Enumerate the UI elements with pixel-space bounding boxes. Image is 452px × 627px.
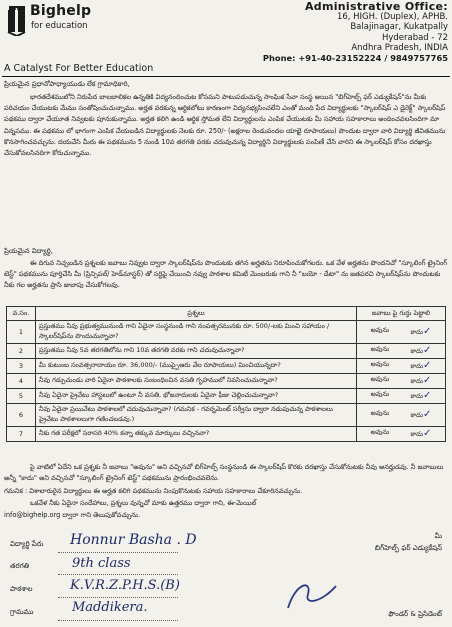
- bighelp-logo-icon: [6, 6, 28, 36]
- answer-no[interactable]: కాదు✓: [410, 390, 432, 401]
- closing-paragraph: పై వాటిలో ఏదేని ఒక ప్రశ్నకు నీ జవాబు "అవును" అని వచ్చినచో బిగ్‌హెల్ప్ సంస్థనుండి ఈ స్కాలర్‌షిప్ కొరకు దరఖాస్తు చేసుకోనుటకు నీవు అనర్హుడవు. నీ జవాబులు అన్నీ "కాదు" అని వచ్చినచో "స్కూలింగ్ ట్రైనింగ్ టెస్ట్" పథకమును ప్రారంభించవలెను.: [4, 463, 444, 483]
- sign-title: ఫౌండర్ & ప్రెసిడెంట్: [388, 610, 442, 618]
- address-line: Balajinagar, Kukatpally: [350, 22, 448, 33]
- address-line: 16, HIGH. (Duplex), APHB.: [336, 12, 448, 23]
- sign-org: బిగ్‌హెల్ప్ ఫర్ ఎడ్యుకేషన్: [374, 544, 442, 552]
- table-row: 7 నీకు గత పరీక్షలో సరాసరి 40% కన్నా తక్కువ మార్కులు వచ్చినవా? అవును కాదు✓: [7, 427, 446, 442]
- village-value[interactable]: Maddikera.: [72, 600, 148, 615]
- student-name-line: [58, 552, 178, 553]
- label-school: పాఠశాల: [10, 585, 33, 593]
- checkmark-icon: ✓: [422, 360, 432, 371]
- answer-yes[interactable]: అవును: [370, 390, 390, 398]
- note-paragraph: గమనిక : విశాలారురైన విద్యార్థులు ఈ అర్హత కలిగి పథకమును నింపుకొనుటకు సహాయ సహకారాలు చేకూరినవచ్చును.: [4, 487, 303, 495]
- question-text: నీకు గత పరీక్షలో సరాసరి 40% కన్నా తక్కువ మార్కులు వచ్చినవా?: [36, 427, 357, 442]
- salutation-student: ప్రియమైన విద్యార్థి,: [4, 247, 53, 255]
- contact-paragraph: ఒకవేళ నీకు ఏదైనా సందేహాలు, ప్రశ్నలు వున్నచో మాకు ఉత్తరము ద్వారా గాని, ఈ-మెయిల్: [30, 499, 257, 507]
- answer-no[interactable]: కాదు✓: [410, 428, 432, 439]
- table-row: 6 నీవు ఏదైనా ప్రయివేటు పాఠశాలలో చదువుచున్నావా? (గమనిక - గవర్నమెంట్ సర్వీసు ద్వారా నడుపుచున్న పాఠశాలలు ప్రైవేటు పాఠశాలలుగా గణించబడవు.) అవును కాదు✓: [7, 404, 446, 427]
- address-line: Andhra Pradesh, INDIA: [351, 42, 448, 53]
- answer-no[interactable]: కాదు✓: [410, 360, 432, 371]
- table-row: 5 నీవు ఏదైనా ప్రైవేటు హాస్టలులో ఉంటూ నీ వసతి, భోజనాదులకు ఏదైనా ఫీజు చెల్లించుచున్నావా? అవును కాదు✓: [7, 389, 446, 404]
- table-row: 1 ప్రస్తుతము నీవు ప్రభుత్వమునుండి గాని ఏదైనా సంస్థనుండి గాని నంపత్సరమునకు రూ. 500/-లకు మించి సహాయం / స్కాలర్‌షిప్‌ను పొందుచున్నావా? అవును కాదు✓: [7, 321, 446, 344]
- question-text: నీవు ఏదైనా ప్రయివేటు పాఠశాలలో చదువుచున్నావా? (గమనిక - గవర్నమెంట్ సర్వీసు ద్వారా నడుపుచున్న పాఠశాలలు ప్రైవేటు పాఠశాలలుగా గణించబడవు.): [36, 404, 357, 427]
- answer-yes[interactable]: అవును: [370, 375, 390, 383]
- answer-yes[interactable]: అవును: [370, 428, 390, 436]
- student-name-value[interactable]: Honnur Basha . D: [70, 532, 197, 548]
- col-header-questions: ప్రశ్నలు: [36, 307, 357, 321]
- eligibility-table: [6, 306, 446, 442]
- village-line: [58, 620, 178, 621]
- question-text: ప్రస్తుతము నీవు ప్రభుత్వమునుండి గాని ఏదైనా సంస్థనుండి గాని నంపత్సరమునకు రూ. 500/-లకు మించి సహాయం / స్కాలర్‌షిప్‌ను పొందుచున్నావా?: [36, 321, 357, 344]
- label-class: తరగతి: [10, 562, 30, 570]
- tagline: A Catalyst For Better Education: [4, 63, 154, 74]
- office-title: Administrative Office:: [304, 0, 448, 13]
- answer-no[interactable]: కాదు✓: [410, 326, 432, 337]
- sign-line1: మీ: [434, 532, 442, 540]
- question-text: మీ కుటుంబ సంవత్సరాదాయం రూ. 36,000/- (ముప్పైఆరు వేల రూపాయలు) మించియున్నదా?: [36, 359, 357, 374]
- checkmark-icon: ✓: [422, 428, 432, 439]
- salutation-headmaster: ప్రియమైన ప్రధానోపాధ్యాయుడు లేక గ్రామాధికారి,: [4, 80, 130, 88]
- checkmark-icon: ✓: [422, 409, 432, 420]
- email-line: info@bighelp.org ద్వారా గాని తెలుపుకోవచ్చును.: [4, 511, 141, 519]
- table-row: 2 ప్రస్తుతము నీవు 5వ తరగతిలోను గాని 10వ తరగతి వరకు గాని చదువుచున్నావా? అవును కాదు✓: [7, 344, 446, 359]
- answer-yes[interactable]: అవును: [370, 360, 390, 368]
- signature-icon: [282, 578, 342, 614]
- answer-yes[interactable]: అవును: [370, 345, 390, 353]
- office-address-block: [228, 2, 448, 63]
- label-student-name: విద్యార్థి పేరు: [10, 540, 44, 548]
- table-header-row: [7, 307, 446, 321]
- table-row: 3 మీ కుటుంబ సంవత్సరాదాయం రూ. 36,000/- (ముప్పైఆరు వేల రూపాయలు) మించియున్నదా? అవును కాదు✓: [7, 359, 446, 374]
- school-line: [58, 597, 178, 598]
- header-divider: [2, 76, 450, 77]
- checkmark-icon: ✓: [422, 390, 432, 401]
- answer-yes[interactable]: అవును: [370, 326, 390, 334]
- checkmark-icon: ✓: [422, 345, 432, 356]
- checkmark-icon: ✓: [422, 326, 432, 337]
- brand-subtitle: for education: [31, 21, 88, 31]
- question-text: నీవు ఏదైనా ప్రైవేటు హాస్టలులో ఉంటూ నీ వసతి, భోజనాదులకు ఏదైనా ఫీజు చెల్లించుచున్నావా?: [36, 389, 357, 404]
- answer-no[interactable]: కాదు✓: [410, 375, 432, 386]
- table-row: 4 నీవు గడ్పుచుండు వారి ఏదైనా పాఠశాలకు సంబంధించిన వసతి గృహములో నివసించుచున్నావా? అవును కాదు✓: [7, 374, 446, 389]
- checkmark-icon: ✓: [422, 375, 432, 386]
- col-header-serial: వ.సం.: [7, 307, 36, 321]
- answer-no[interactable]: కాదు✓: [410, 409, 432, 420]
- label-village: గ్రామము: [10, 608, 34, 616]
- class-line: [58, 574, 178, 575]
- school-value[interactable]: K.V.R.Z.P.H.S.(B): [70, 578, 180, 593]
- question-text: నీవు గడ్పుచుండు వారి ఏదైనా పాఠశాలకు సంబంధించిన వసతి గృహములో నివసించుచున్నావా?: [36, 374, 357, 389]
- address-line: Hyderabad - 72: [381, 32, 448, 43]
- answer-yes[interactable]: అవును: [370, 409, 390, 417]
- intro-paragraph: భారతదేశములోని నిరుపేద బాలబాలికల ఉన్నతికి విద్యనందించుట కోసమని పాటుపడుచున్న సాంఘిక సేవా సంస్థ అయిన "బిగ్‌హెల్ప్ ఫర్ ఎడ్యుకేషన్"ను మీకు పరిచయం చేయుటకు మేము సంతోషించుచున్నాము. అర్హత వరకున్న ఆర్థికలోటు కారణంగా విద్యనభ్యసించలేని ఎంతో మంది పేద విద్యార్థులకు "స్కాలర్‌షిప్ ఎ డైరెక్ట్" స్కాలర్‌షిప్ పథకము ద్వారా చేయూత నివ్వటకు పూనుకున్నాము. అర్హత కలిగి ఉండి ఆర్థిక స్తోమత లేని విద్యార్థులను ఎంపిక చేయుటకు మీ సహాయ సహకారాలు అందించవలసిందిగా మా విన్నపము. ఈ పథకము లో భాగంగా ఎంపిక చేయబడిన విద్యార్థులకు నెలకు రూ. 250/- (అక్షరాల రెండువందల యాభై రూపాయలు) పొందుట ద్వారా వారి విద్యార్థి జీవితమును కొనసాగించవచ్చును. దయచేసి మీరు ఈ పథకమును 5 నుండి 10వ తరగతి వరకు చదువుచున్న విద్యార్థిని విద్యార్థులకు పంపిణీ చేసి వారిని ఈ స్కాలర్‌షిప్ కోసం దరఖాస్తు చేసుకోవలసినదిగా కోరుచున్నాము.: [4, 93, 446, 158]
- phone-number: Phone: +91-40-23152224 / 9849757765: [262, 53, 448, 64]
- instruction-paragraph: ఈ దిగువ నిచ్చబడిన ప్రశ్నలకు జవాబు నివ్వుట ద్వారా స్కాలర్‌షిప్‌ను పొందుటకు తగిన అర్హతను నిరూపించుకోగలరు. ఒక వేళ అర్హతను పొందనిచో "స్కూలింగ్ ట్రైనింగ్ టెస్ట్" పథకమును పూర్తిచేసి మీ (ప్రిన్సిపల్/ హెడ్‌మాస్టర్) తో సర్టిఫై చేయించి నవ్వు పాఠశాల కమిటీ మెంబరుకు గాని నీ "బయో - డేటా" ను జతపరచి స్కాలర్‌షిప్‌ను పొందుటకు నీకు గల అర్హతను ప్రాసి జుబాపు చేసుకోగలవు.: [4, 259, 448, 290]
- brand-name: Bighelp: [30, 3, 92, 19]
- col-header-answer: జవాబు పై గుర్తు పెట్టాలి: [357, 307, 446, 321]
- class-value[interactable]: 9th class: [72, 556, 131, 571]
- question-text: ప్రస్తుతము నీవు 5వ తరగతిలోను గాని 10వ తరగతి వరకు గాని చదువుచున్నావా?: [36, 344, 357, 359]
- answer-no[interactable]: కాదు✓: [410, 345, 432, 356]
